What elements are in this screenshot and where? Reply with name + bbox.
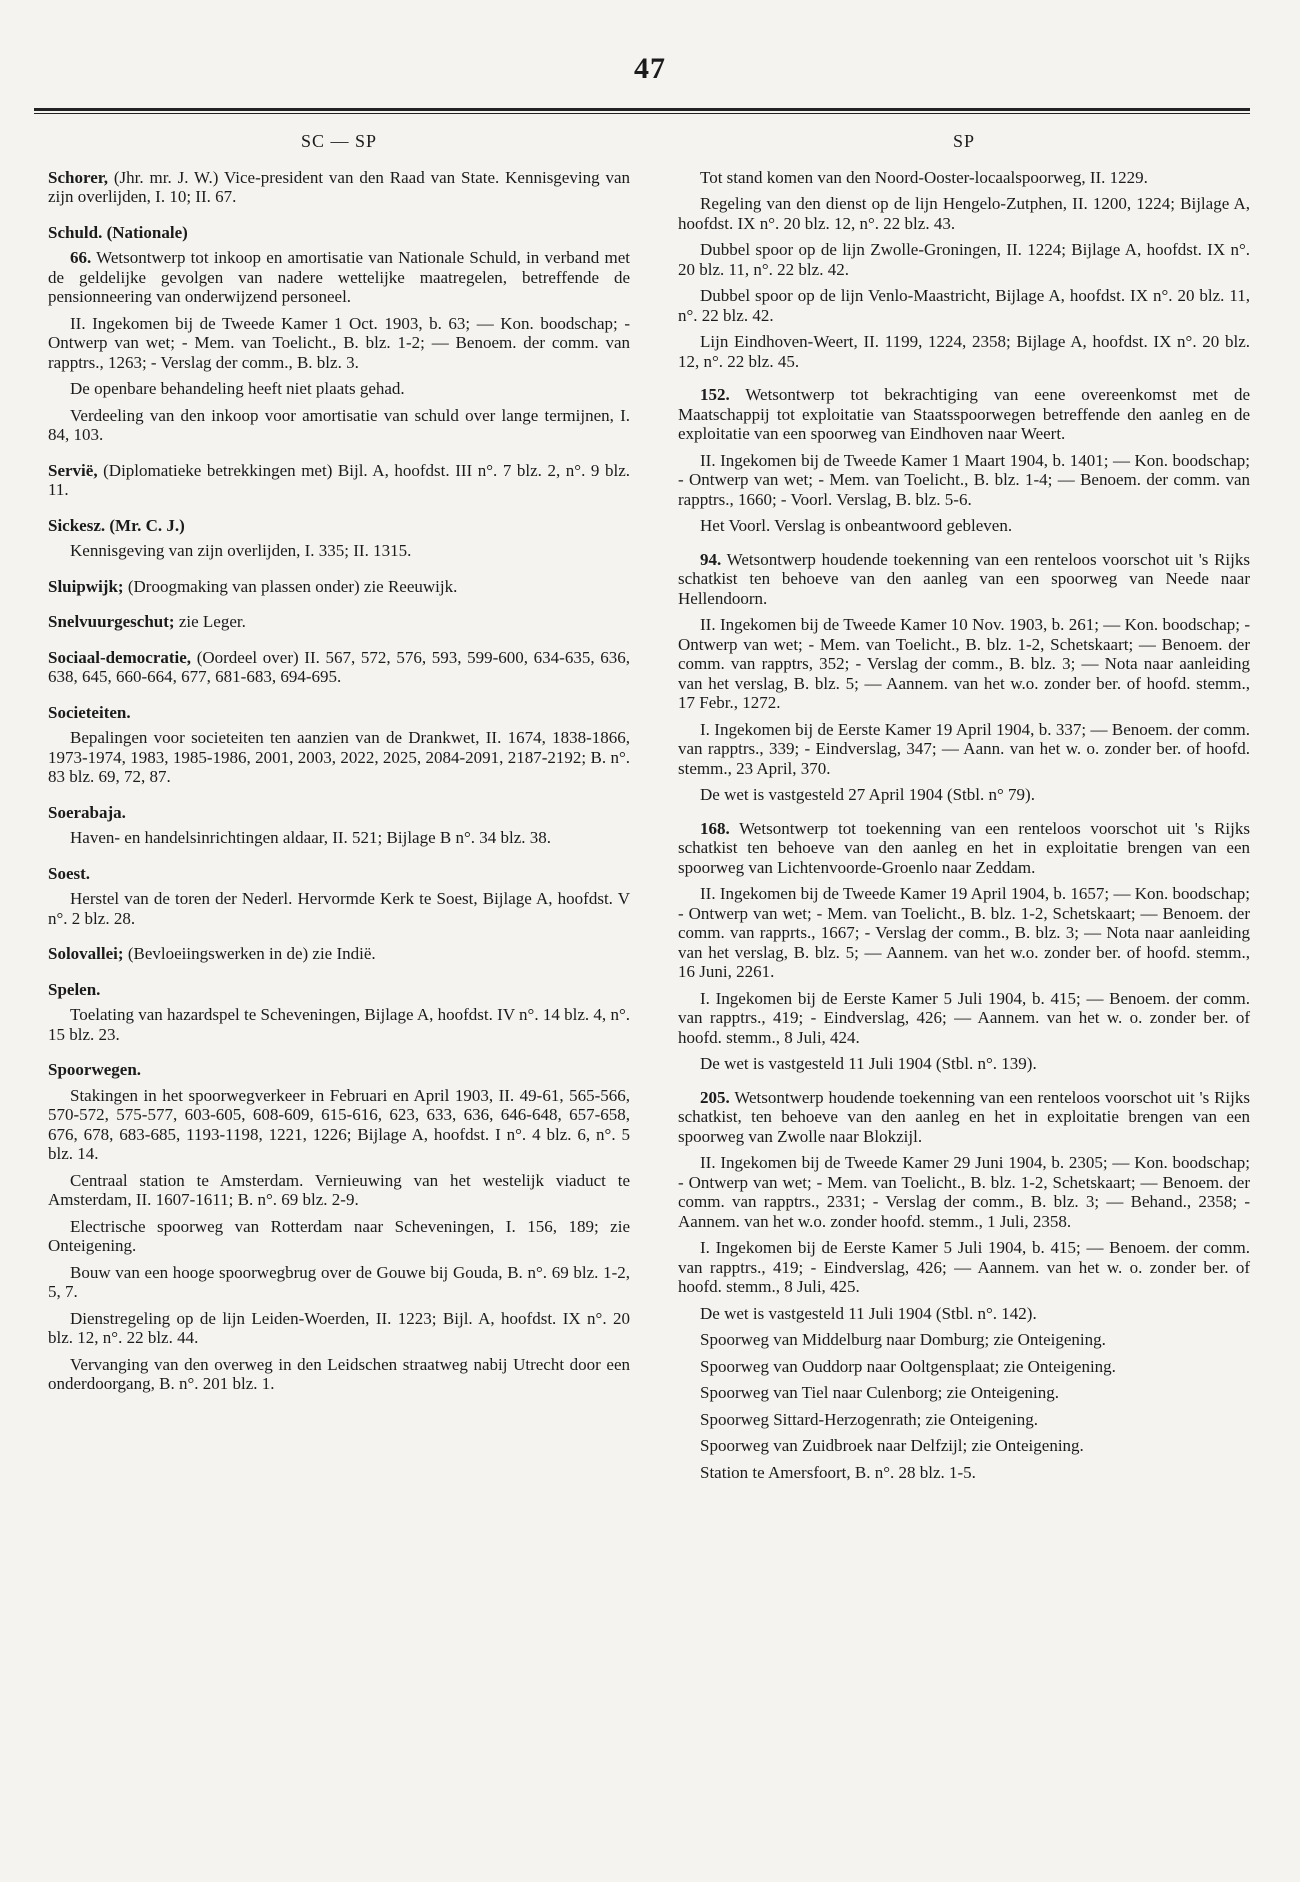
bill-text: Wetsontwerp tot toekenning van een renteloos voorschot uit 's Rijks schatkist ten behoeve van den aanleg en het in exploitatie brengen van een spoorweg van Lichtenvoorde-Groenlo naar Zeddam.: [678, 818, 1250, 877]
paragraph: Verdeeling van den inkoop voor amortisatie van schuld over lange termijnen, I. 84, 103.: [48, 405, 630, 444]
entry-title-spelen: Spelen.: [48, 979, 101, 999]
entry-title: Schorer,: [48, 167, 108, 187]
paragraph: II. Ingekomen bij de Tweede Kamer 1 Oct. 1903, b. 63; — Kon. boodschap; - Ontwerp van wet; - Mem. van Toelicht., B. blz. 1-2; — Benoem. der comm. van rapptrs., 1263; - Verslag der comm., B. blz. 3.: [48, 313, 630, 372]
entry-solovallei: [48, 944, 630, 964]
entry-title: Sociaal-democratie,: [48, 647, 192, 667]
entry-title-soest: Soest.: [48, 863, 91, 883]
entry-servie: [48, 461, 630, 500]
entry-text: (Jhr. mr. J. W.) Vice-president van den Raad van State. Kennisgeving van zijn overlijden, I. 10; II. 67.: [48, 167, 631, 206]
paragraph: Tot stand komen van den Noord-Ooster-locaalspoorweg, II. 1229.: [700, 167, 1148, 187]
entry-title: Servië,: [48, 460, 98, 480]
entry-text: (Bevloeiingswerken in de) zie Indië.: [127, 944, 376, 963]
bill-paragraph: [678, 385, 1250, 444]
paragraph: II. Ingekomen bij de Tweede Kamer 10 Nov. 1903, b. 261; — Kon. boodschap; - Ontwerp van wet; - Mem. van Toelicht., B. blz. 1-2, Schetskaart; — Benoem. der comm. van rapptrs, 352; - Verslag der comm., B. blz. 3; — Nota naar aanleiding van het verslag, B. blz. 5; — Aannem. van het w.o. zonder ber. of hoofd. stemm., 17 Febr., 1272.: [678, 615, 1250, 712]
paragraph: Bepalingen voor societeiten ten aanzien van de Drankwet, II. 1674, 1838-1866, 1973-1974, 1983, 1985-1986, 2001, 2003, 2022, 2025, 2084-2091, 2187-2192; B. n°. 83 blz. 69, 72, 87.: [48, 728, 630, 786]
entry-title: Sluipwijk;: [48, 576, 124, 596]
right-column-heading: SP: [952, 131, 976, 151]
paragraph: Vervanging van den overweg in den Leidschen straatweg nabij Utrecht door een onderdoorgang, B. n°. 201 blz. 1.: [48, 1354, 630, 1393]
entry-title-schuld: Schuld. (Nationale): [48, 222, 188, 242]
cross-reference: Spoorweg Sittard-Herzogenrath; zie Onteigening.: [700, 1409, 1039, 1429]
paragraph: I. Ingekomen bij de Eerste Kamer 5 Juli 1904, b. 415; — Benoem. der comm. van rapptrs., 419; - Eindverslag, 426; — Aannem. van het w. o. zonder ber. of hoofd. stemm., 8 Juli, 425.: [678, 1238, 1250, 1296]
paragraph: I. Ingekomen bij de Eerste Kamer 19 April 1904, b. 337; — Benoem. der comm. van rapptrs., 339; - Eindverslag, 347; — Aann. van het w. o. zonder ber. of hoofd. stemm., 23 April, 370.: [678, 719, 1250, 778]
paragraph: Dienstregeling op de lijn Leiden-Woerden, II. 1223; Bijl. A, hoofdst. IX n°. 20 blz. 12, n°. 22 blz. 44.: [48, 1308, 630, 1347]
entry-title-soerabaja: Soerabaja.: [48, 802, 126, 822]
right-column: [678, 132, 1250, 1489]
paragraph: I. Ingekomen bij de Eerste Kamer 5 Juli 1904, b. 415; — Benoem. der comm. van rapptrs., 419; - Eindverslag, 426; — Aannem. van het w. o. zonder ber. of hoofd. stemm., 8 Juli, 424.: [678, 988, 1250, 1047]
paragraph: II. Ingekomen bij de Tweede Kamer 1 Maart 1904, b. 1401; — Kon. boodschap; - Ontwerp van wet; - Mem. van Toelicht., B. blz. 1-4; — Benoem. der comm. van rapptrs., 1660; - Voorl. Verslag, B. blz. 5-6.: [678, 450, 1250, 509]
entry-sociaal-democratie: [48, 648, 630, 687]
bill-text: Wetsontwerp houdende toekenning van een renteloos voorschot uit 's Rijks schatkist ten behoeve van den aanleg van een spoorweg van Neede naar Hellendoorn.: [678, 549, 1250, 608]
paragraph: Dubbel spoor op de lijn Venlo-Maastricht, Bijlage A, hoofdst. IX n°. 20 blz. 11, n°. 22 blz. 42.: [678, 286, 1250, 325]
bill-number: 94.: [700, 549, 722, 569]
bill-number: 205.: [700, 1087, 730, 1107]
paragraph: Centraal station te Amsterdam. Vernieuwing van het westelijk viaduct te Amsterdam, II. 1607-1611; B. n°. 69 blz. 2-9.: [48, 1170, 630, 1209]
bill-number: 66.: [70, 248, 92, 267]
paragraph: Dubbel spoor op de lijn Zwolle-Groningen, II. 1224; Bijlage A, hoofdst. IX n°. 20 blz. 11, n°. 22 blz. 42.: [678, 240, 1250, 279]
entry-text: (Diplomatieke betrekkingen met) Bijl. A, hoofdst. III n°. 7 blz. 2, n°. 9 blz. 11.: [48, 460, 630, 499]
entry-snelvuurgeschut: [48, 612, 630, 632]
cross-reference: Spoorweg van Tiel naar Culenborg; zie Onteigening.: [700, 1383, 1059, 1402]
bill-paragraph: [678, 550, 1250, 609]
page-number: 47: [634, 52, 666, 85]
paragraph: De wet is vastgesteld 11 Juli 1904 (Stbl. n°. 139).: [700, 1054, 1037, 1073]
entry-text: zie Leger.: [178, 612, 246, 631]
paragraph: Kennisgeving van zijn overlijden, I. 335; II. 1315.: [70, 541, 412, 560]
entry-title-sickesz: Sickesz. (Mr. C. J.): [48, 515, 185, 535]
entry-title-spoorwegen: Spoorwegen.: [48, 1060, 142, 1079]
bill-number: 168.: [700, 818, 730, 838]
entry-schorer: [48, 168, 630, 207]
entry-title-societeiten: Societeiten.: [48, 702, 131, 722]
entry-text: (Droogmaking van plassen onder) zie Reeuwijk.: [127, 576, 458, 596]
paragraph: Bouw van een hooge spoorwegbrug over de Gouwe bij Gouda, B. n°. 69 blz. 1-2, 5, 7.: [48, 1262, 630, 1301]
cross-reference: Spoorweg van Middelburg naar Domburg; zie Onteigening.: [700, 1330, 1106, 1349]
entry-title: Snelvuurgeschut;: [48, 612, 175, 631]
paragraph: II. Ingekomen bij de Tweede Kamer 29 Juni 1904, b. 2305; — Kon. boodschap; - Ontwerp van wet; - Mem. van Toelicht., B. blz. 1-2, Schetskaart; — Benoem. der comm. van rapptrs., 2331; - Verslag der comm., B. blz. 3; — Behand., 2358; - Aannem. van het w.o. zonder hoofd. stemm., 1 Juli, 2358.: [678, 1153, 1250, 1231]
cross-reference: Station te Amersfoort, B. n°. 28 blz. 1-5.: [700, 1462, 976, 1482]
cross-reference: Spoorweg van Ouddorp naar Ooltgensplaat; zie Onteigening.: [700, 1356, 1116, 1376]
bill-paragraph: [678, 1088, 1250, 1147]
paragraph: Electrische spoorweg van Rotterdam naar Scheveningen, I. 156, 189; zie Onteigening.: [48, 1216, 630, 1255]
paragraph: Regeling van den dienst op de lijn Hengelo-Zutphen, II. 1200, 1224; Bijlage A, hoofdst. IX n°. 20 blz. 12, n°. 22 blz. 43.: [678, 194, 1250, 233]
bill-text: Wetsontwerp tot bekrachtiging van eene overeenkomst met de Maatschappij tot exploitatie van Staatsspoorwegen betreffende den aanleg en de exploitatie van een spoorweg van Eindhoven naar Weert.: [678, 385, 1250, 443]
left-column-heading: SC — SP: [300, 131, 378, 151]
bill-paragraph: [678, 819, 1250, 878]
paragraph: Herstel van de toren der Nederl. Hervormde Kerk te Soest, Bijlage A, hoofdst. V n°. 2 blz. 28.: [48, 889, 630, 928]
cross-reference: Spoorweg van Zuidbroek naar Delfzijl; zie Onteigening.: [700, 1436, 1084, 1455]
left-column: [48, 132, 630, 1401]
entry-text: (Oordeel over) II. 567, 572, 576, 593, 599-600, 634-635, 636, 638, 645, 660-664, 677, 681-683, 694-695.: [48, 647, 630, 686]
bill-paragraph: [48, 248, 630, 307]
paragraph: De wet is vastgesteld 27 April 1904 (Stbl. n° 79).: [700, 785, 1035, 804]
bill-number: 152.: [700, 385, 730, 404]
entry-title: Solovallei;: [48, 944, 124, 963]
bill-text: Wetsontwerp houdende toekenning van een renteloos voorschot uit 's Rijks schatkist, ten behoeve van den aanleg en het in exploitatie brengen van een spoorweg van Zwolle naar Blokzijl.: [678, 1087, 1250, 1146]
bill-text: Wetsontwerp tot inkoop en amortisatie van Nationale Schuld, in verband met de geldelijke gevolgen van nadere wettelijke maatregelen, betreffende de pensionneering van onderwijzend personeel.: [48, 248, 630, 306]
entry-sluipwijk: [48, 577, 630, 597]
paragraph: De wet is vastgesteld 11 Juli 1904 (Stbl. n°. 142).: [700, 1303, 1037, 1323]
paragraph: Stakingen in het spoorwegverkeer in Februari en April 1903, II. 49-61, 565-566, 570-572, 575-577, 603-605, 608-609, 615-616, 623, 633, 636, 646-648, 657-658, 676, 678, 683-685, 1193-1198, 1221, 1226; Bijlage A, hoofdst. I n°. 4 blz. 6, n°. 5 blz. 14.: [48, 1085, 630, 1163]
paragraph: Het Voorl. Verslag is onbeantwoord gebleven.: [700, 516, 1013, 535]
paragraph: Toelating van hazardspel te Scheveningen, Bijlage A, hoofdst. IV n°. 14 blz. 4, n°. 15 blz. 23.: [48, 1005, 630, 1044]
paragraph: De openbare behandeling heeft niet plaats gehad.: [70, 379, 405, 398]
header-rule: [34, 108, 1250, 114]
paragraph: II. Ingekomen bij de Tweede Kamer 19 April 1904, b. 1657; — Kon. boodschap; - Ontwerp van wet; - Mem. van Toelicht., B. blz. 1-2, Schetskaart; — Benoem. der comm. van rapprts., 1667; - Verslag der comm., B. blz. 3; — Nota naar aanleiding van het verslag, B. blz. 5; — Aannem. van het w.o. zonder ber. of hoofd. stemm., 16 Juni, 2261.: [678, 884, 1250, 981]
paragraph: Haven- en handelsinrichtingen aldaar, II. 521; Bijlage B n°. 34 blz. 38.: [70, 828, 552, 847]
paragraph: Lijn Eindhoven-Weert, II. 1199, 1224, 2358; Bijlage A, hoofdst. IX n°. 20 blz. 12, n°. 22 blz. 45.: [678, 332, 1250, 371]
